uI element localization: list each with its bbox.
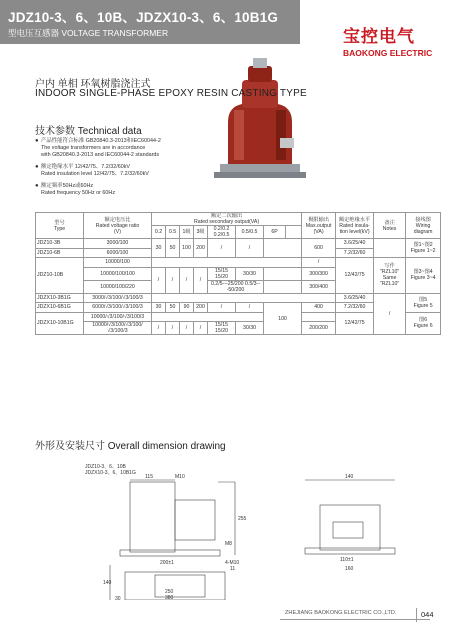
table-row (36, 258, 441, 268)
value-cell: / (236, 239, 264, 258)
type-cell: JDZX10-10B1G (36, 312, 84, 335)
value-cell: 90 (180, 303, 194, 313)
dim-label: 200±1 (160, 560, 174, 566)
dim-label: 255 (238, 516, 247, 522)
wiring-cell: 图6 Figure 6 (406, 312, 441, 335)
header-wiring: 接线图 Wiring diagram (406, 213, 441, 239)
value-cell: 300/400 (302, 280, 336, 293)
ratio-cell: 6000/√3/100/√3/100/3 (84, 303, 152, 313)
header-max-output: 极限输出 Max.output (VA) (302, 213, 336, 239)
type-cell: JDZX10-6B1G (36, 303, 84, 313)
bullet-icon: ● (35, 164, 39, 170)
value-cell (152, 258, 302, 268)
insulation-cell: 3.6/25/40 (336, 293, 374, 303)
ratio-cell: 3000/√3/100/√3/100/3 (84, 293, 152, 303)
value-cell: / (194, 267, 208, 293)
value-cell: / (208, 303, 236, 313)
value-cell: / (236, 303, 264, 313)
insulation-cell: 7.2/32/60 (336, 303, 374, 313)
header-notes: 备注 Notes (374, 213, 406, 239)
dim-label: 30 (115, 596, 121, 600)
class-cell: 0.5/0.5 (236, 226, 264, 239)
insulation-cell: 12/42/75 (336, 258, 374, 294)
class-cell (286, 226, 302, 239)
value-cell (264, 267, 302, 280)
value-cell (264, 239, 302, 258)
value-cell: / (152, 267, 166, 293)
table-row (36, 239, 441, 249)
value-cell: 50 (166, 239, 180, 258)
notes-cell: / (374, 293, 406, 335)
section-technical-data: 技术参数 Technical data (35, 126, 142, 137)
insulation-cell: 12/42/75 (336, 312, 374, 335)
dim-label: 380 (165, 595, 174, 600)
spec-item (35, 183, 235, 197)
value-cell: / (152, 322, 166, 335)
value-cell: 200/200 (302, 322, 336, 335)
ratio-cell: 3000/100 (84, 239, 152, 249)
value-cell: / (166, 267, 180, 293)
dim-label: 250 (165, 589, 174, 595)
type-cell: JDZ10-3B (36, 239, 84, 249)
footer-company: ZHEJIANG BAOKONG ELECTRIC CO.,LTD. (285, 610, 397, 616)
model-title: JDZ10-3、6、10B、JDZX10-3、6、10B1G (8, 10, 279, 25)
value-cell: / (302, 258, 336, 268)
header-ratio: 额定电压比 Rated voltage ratio (V) (84, 213, 152, 239)
value-cell (264, 280, 302, 293)
value-cell: / (166, 322, 180, 335)
wiring-cell: 图1~图2 Figure 1~2 (406, 239, 441, 258)
notes-cell (374, 239, 406, 258)
value-cell: 100 (264, 303, 302, 335)
value-cell: 50 (166, 303, 180, 313)
type-cell: JDZ10-10B (36, 258, 84, 294)
value-cell: 30 (152, 239, 166, 258)
class-cell: 0.5 (166, 226, 180, 239)
value-cell (152, 312, 264, 322)
class-cell: 0.2/0.2 0.2/0.5 (208, 226, 236, 239)
dim-label: 11 (230, 566, 236, 572)
brand-name-en: BAOKONG ELECTRIC (343, 48, 433, 58)
dim-label: 115 (145, 474, 153, 480)
spec-line: Rated insulation level 12/42/75、7.2/32/60kV (41, 171, 149, 177)
ratio-cell: 10000/√3/100/√3/100/3 (84, 312, 152, 322)
footer-divider (280, 619, 430, 620)
value-cell: 200 (194, 239, 208, 258)
dim-label: 160 (345, 566, 354, 572)
header-subtitle: 型电压互感器 VOLTAGE TRANSFORMER (8, 28, 169, 38)
class-cell: 3级 (194, 226, 208, 239)
value-cell (152, 293, 336, 303)
brand-logo (343, 22, 463, 58)
spec-line: with GB20840.3-2013 and IEC60044-2 standards (41, 152, 160, 158)
dim-label: 4-M10 (225, 560, 240, 566)
section-dimension: 外形及安装尺寸 Overall dimension drawing (35, 441, 226, 452)
class-cell: 6P (264, 226, 286, 239)
value-cell: 15/15 15/20 (208, 267, 236, 280)
value-cell: 200 (194, 303, 208, 313)
spec-item (35, 138, 235, 159)
table-header-row (36, 213, 441, 226)
ratio-cell: 10000/100/100 (84, 267, 152, 280)
dimension-drawing (35, 460, 440, 600)
value-cell: 100 (180, 239, 194, 258)
title-cn: 户内 单相 环氧树脂浇注式 (35, 79, 151, 90)
spec-line: 产品性能符合标准 GB20840.3-2013和IEC60044-2 (41, 138, 161, 144)
dim-label: M8 (225, 541, 232, 547)
brand-name-cn: 宝控电气 (343, 27, 415, 46)
table-row (36, 293, 441, 303)
header-type: 型号 Type (36, 213, 84, 239)
spec-line: The voltage transformers are in accordance (41, 145, 146, 151)
notes-cell: 写作 "RZL10" Same "RZL10" (374, 258, 406, 294)
value-cell: 30/30 (236, 322, 264, 335)
spec-line: 额定绝缘水平 12/42/75、7.2/32/60kV (41, 164, 130, 170)
spec-item (35, 164, 235, 178)
class-cell: 0.2 (152, 226, 166, 239)
class-cell: 1级 (180, 226, 194, 239)
ratio-cell: 10000/100/220 (84, 280, 152, 293)
dim-label: M10 (175, 474, 185, 480)
spec-list (35, 138, 235, 202)
value-cell: / (194, 322, 208, 335)
ratio-cell: 10000/√3/100/√3/100/√3/100/3 (84, 322, 152, 335)
wiring-cell: 图3~图4 Figure 3~4 (406, 258, 441, 294)
drawing-label: JDZ10-3、6、10B (85, 464, 126, 470)
value-cell: 600 (302, 239, 336, 258)
type-cell: JDZ10-6B (36, 248, 84, 258)
value-cell: 300/300 (302, 267, 336, 280)
spec-line: Rated frequency 50Hz or 60Hz (41, 190, 116, 196)
value-cell: / (208, 239, 236, 258)
value-cell: 15/15 15/20 (208, 322, 236, 335)
value-cell: 0.2/5---25/200 0.5/3---50/200 (208, 280, 264, 293)
bullet-icon: ● (35, 183, 39, 189)
header-insulation: 额定绝缘水平 Rated insula- tion level(kV) (336, 213, 374, 239)
page-number: 044 (416, 608, 441, 622)
title-en: INDOOR SINGLE-PHASE EPOXY RESIN CASTING TYPE (35, 88, 307, 99)
insulation-cell: 7.2/32/60 (336, 248, 374, 258)
dim-label: 110±1 (340, 557, 354, 563)
value-cell: 30/30 (236, 267, 264, 280)
value-cell (302, 312, 336, 322)
value-cell: / (180, 322, 194, 335)
technical-data-table (35, 212, 441, 335)
dim-label: 140 (103, 580, 112, 586)
value-cell: 400 (302, 303, 336, 313)
header-secondary-output: 额定二次输出 Rated secondary output(VA) (152, 213, 302, 226)
type-cell: JDZX10-3B1G (36, 293, 84, 303)
value-cell: 30 (152, 303, 166, 313)
wiring-cell: 图5 Figure 5 (406, 293, 441, 312)
ratio-cell: 6000/100 (84, 248, 152, 258)
insulation-cell: 3.6/25/40 (336, 239, 374, 249)
value-cell: / (180, 267, 194, 293)
bullet-icon: ● (35, 138, 39, 144)
dim-label: 140 (345, 474, 354, 480)
spec-line: 额定频率50Hz或60Hz (41, 183, 94, 189)
ratio-cell: 10000/100 (84, 258, 152, 268)
drawing-label: JDZX10-3、6、10B1G (85, 470, 136, 476)
page-footer (0, 610, 471, 630)
